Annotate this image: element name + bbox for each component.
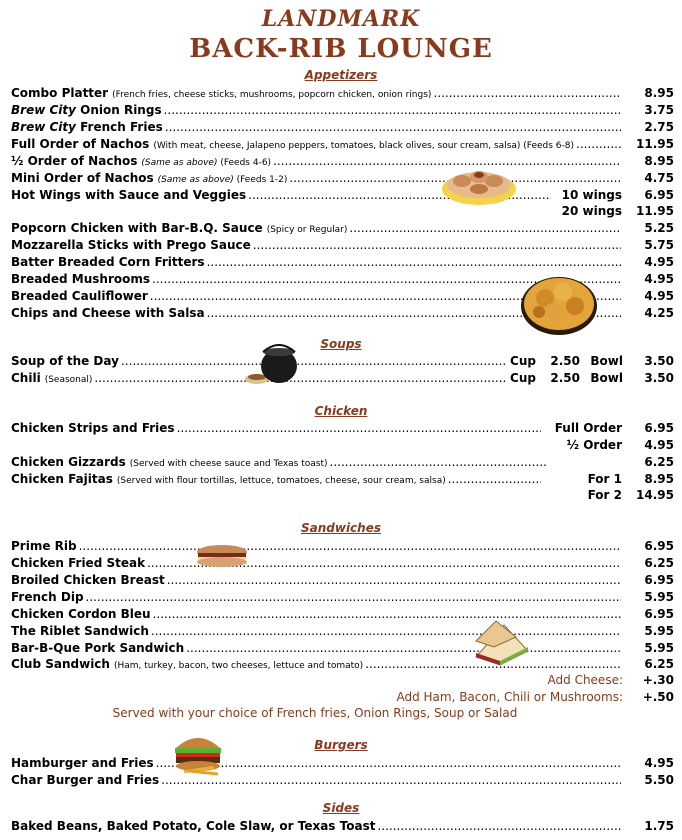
menu-item-soup-of-the-day: Soup of the Day .....: [11, 353, 506, 370]
price: 8.95: [644, 472, 674, 486]
option-label: ½ Order: [566, 438, 622, 452]
option-label: For 1: [587, 472, 622, 486]
bowl-label: Bowl: [590, 371, 623, 385]
add-cheese-price: +.30: [642, 673, 674, 687]
price: 4.95: [644, 272, 674, 286]
add-ham-price: +.50: [642, 690, 674, 704]
price: 11.95: [636, 204, 674, 218]
cup-label: Cup: [510, 354, 536, 368]
price: 5.95: [644, 641, 674, 655]
menu-item-club-sandwich: Club Sandwich (Ham, turkey, bacon, two cheeses, lettuce and tomato) .....: [11, 656, 621, 673]
menu-item-half-nachos: ½ Order of Nachos (Same as above) (Feeds 4-6) .....: [11, 153, 621, 170]
price: 4.25: [644, 306, 674, 320]
section-burgers: Burgers: [314, 738, 368, 752]
bowl-price: 3.50: [644, 354, 674, 368]
menu-item-prime-rib: Prime Rib .....: [11, 538, 621, 555]
menu-item-corn-fritters: Batter Breaded Corn Fritters .....: [11, 254, 621, 271]
price: 8.95: [644, 154, 674, 168]
cup-label: Cup: [510, 371, 536, 385]
menu-item-chips-and-cheese: Chips and Cheese with Salsa .....: [11, 305, 621, 322]
hamburger-image: [172, 730, 224, 776]
menu-item-riblet-sandwich: The Riblet Sandwich .....: [11, 623, 621, 640]
menu-item-chicken-strips: Chicken Strips and Fries .....: [11, 420, 541, 437]
bowl-price: 3.50: [644, 371, 674, 385]
menu-item-french-fries: Brew City French Fries .....: [11, 119, 621, 136]
price: 5.25: [644, 221, 674, 235]
menu-item-sides: Baked Beans, Baked Potato, Cole Slaw, or Texas Toast .....: [11, 818, 621, 835]
price: 6.95: [644, 421, 674, 435]
menu-item-chicken-fried-steak: Chicken Fried Steak .....: [11, 555, 621, 572]
option-label: For 2: [587, 488, 622, 502]
section-sides: Sides: [322, 801, 360, 815]
menu-item-breaded-mushrooms: Breaded Mushrooms .....: [11, 271, 621, 288]
nachos-plate-image: [440, 163, 518, 207]
menu-item-chili: Chili (Seasonal) .....: [11, 370, 506, 387]
price: 5.75: [644, 238, 674, 252]
price: 11.95: [636, 137, 674, 151]
fried-cauliflower-image: [519, 272, 599, 336]
menu-item-hot-wings: Hot Wings with Sauce and Veggies .....: [11, 187, 551, 204]
cup-price: 2.50: [550, 371, 580, 385]
price: 5.95: [644, 624, 674, 638]
club-sandwich-image: [470, 617, 532, 669]
price: 2.75: [644, 120, 674, 134]
price: 6.25: [644, 455, 674, 469]
menu-item-chicken-gizzards: Chicken Gizzards (Served with cheese sauce and Texas toast) .....: [11, 454, 546, 471]
price: 5.95: [644, 590, 674, 604]
price: 1.75: [644, 819, 674, 833]
price: 14.95: [636, 488, 674, 502]
section-soups: Soups: [320, 337, 362, 351]
header-lounge: BACK-RIB LOUNGE: [189, 34, 493, 64]
price: 8.95: [644, 86, 674, 100]
price: 6.95: [644, 188, 674, 202]
menu-item-mini-nachos: Mini Order of Nachos (Same as above) (Feeds 1-2) .....: [11, 170, 621, 187]
option-label: 20 wings: [561, 204, 622, 218]
menu-item-hamburger: Hamburger and Fries .....: [11, 755, 621, 772]
add-ham-label: Add Ham, Bacon, Chili or Mushrooms:: [396, 690, 623, 704]
sub-sandwich-image: [195, 543, 249, 569]
menu-item-popcorn-chicken: Popcorn Chicken with Bar-B.Q. Sauce (Spicy or Regular) .....: [11, 220, 621, 237]
cup-price: 2.50: [550, 354, 580, 368]
menu-item-cordon-bleu: Chicken Cordon Bleu .....: [11, 606, 621, 623]
bowl-label: Bowl: [590, 354, 623, 368]
header-landmark: LANDMARK: [261, 6, 421, 32]
served-with-note: Served with your choice of French fries, Onion Rings, Soup or Salad: [112, 706, 518, 720]
menu-item-chicken-fajitas: Chicken Fajitas (Served with flour tortillas, lettuce, tomatoes, cheese, sour cream, salsa) .....: [11, 471, 541, 488]
price: 6.95: [644, 607, 674, 621]
price: 4.75: [644, 171, 674, 185]
menu-item-bbq-pork: Bar-B-Que Pork Sandwich .....: [11, 640, 621, 657]
price: 4.95: [644, 289, 674, 303]
option-label: 10 wings: [561, 188, 622, 202]
menu-item-full-nachos: Full Order of Nachos (With meat, cheese, Jalapeno peppers, tomatoes, black olives, sour cream, salsa) (Feeds 6-8) .....: [11, 136, 621, 153]
price: 3.75: [644, 103, 674, 117]
add-cheese-label: Add Cheese:: [547, 673, 623, 687]
section-appetizers: Appetizers: [304, 68, 378, 82]
menu-item-mozzarella-sticks: Mozzarella Sticks with Prego Sauce .....: [11, 237, 621, 254]
menu-item-breaded-cauliflower: Breaded Cauliflower .....: [11, 288, 621, 305]
menu-item-char-burger: Char Burger and Fries .....: [11, 772, 621, 789]
section-chicken: Chicken: [314, 404, 368, 418]
menu-item-onion-rings: Brew City Onion Rings .....: [11, 102, 621, 119]
price: 6.95: [644, 573, 674, 587]
price: 4.95: [644, 438, 674, 452]
section-sandwiches: Sandwiches: [300, 521, 381, 535]
price: 6.25: [644, 556, 674, 570]
price: 6.95: [644, 539, 674, 553]
price: 4.95: [644, 255, 674, 269]
menu-item-combo-platter: Combo Platter (French fries, cheese sticks, mushrooms, popcorn chicken, onion rings) .....: [11, 85, 621, 102]
soup-pot-image: [243, 344, 299, 386]
price: 6.25: [644, 657, 674, 671]
price: 4.95: [644, 756, 674, 770]
menu-item-broiled-chicken: Broiled Chicken Breast .....: [11, 572, 621, 589]
option-label: Full Order: [554, 421, 622, 435]
price: 5.50: [644, 773, 674, 787]
menu-item-french-dip: French Dip .....: [11, 589, 621, 606]
